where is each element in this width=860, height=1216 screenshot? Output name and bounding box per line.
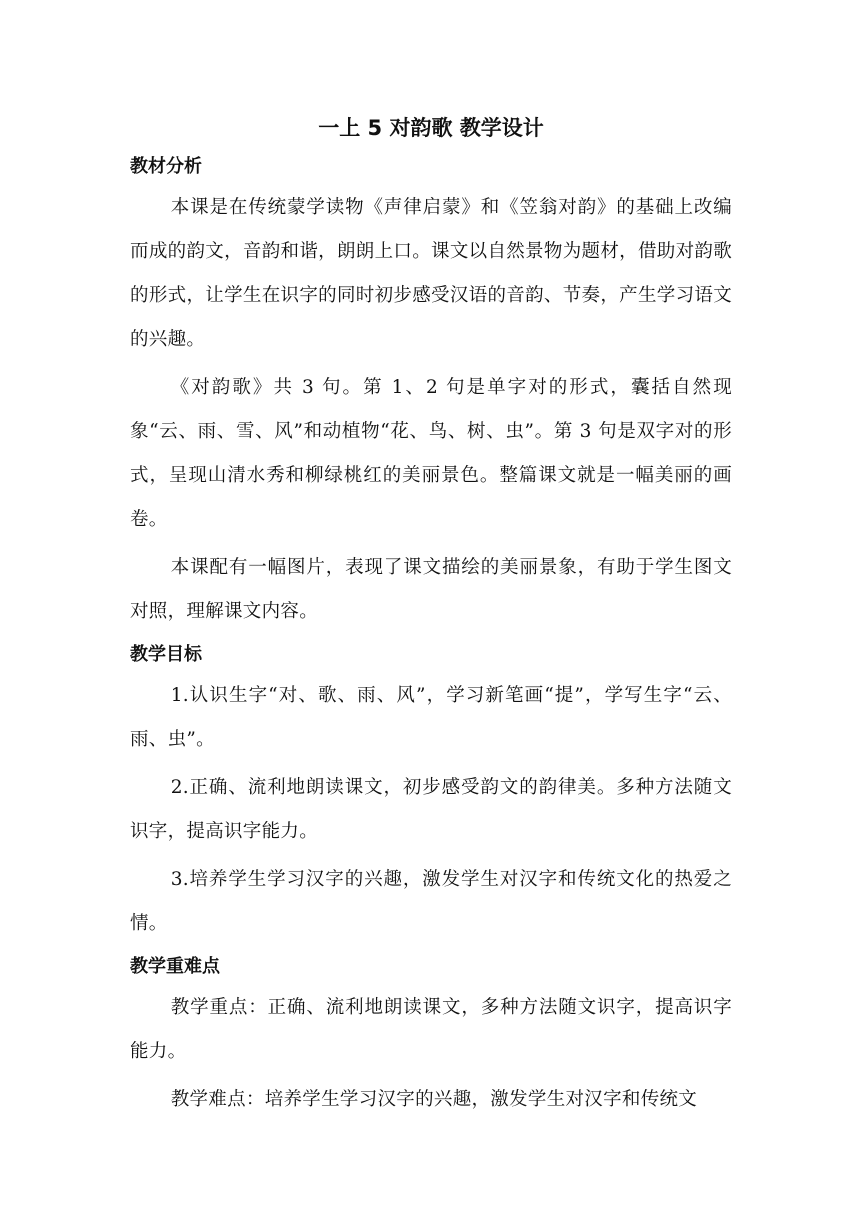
paragraph: 3.培养学生学习汉字的兴趣，激发学生对汉字和传统文化的热爱之情。 [130,869,732,934]
section-heading: 教学目标 [130,644,202,665]
paragraph: 教学重点：正确、流利地朗读课文，多种方法随文识字，提高识字能力。 [130,997,732,1062]
paragraph: 本课配有一幅图片，表现了课文描绘的美丽景象，有助于学生图文对照，理解课文内容。 [130,557,732,622]
paragraph: 教学难点：培养学生学习汉字的兴趣，激发学生对汉字和传统文 [170,1089,698,1110]
paragraph: 1.认识生字“对、歌、雨、风”，学习新笔画“提”，学写生字“云、雨、虫”。 [130,685,732,750]
section-heading: 教材分析 [130,156,202,177]
section-key-difficult-points [130,952,732,1122]
document-title: 一上 5 对韵歌 教学设计 [318,116,544,140]
section-heading: 教学重难点 [130,956,220,977]
paragraph: 《对韵歌》共 3 句。第 1、2 句是单字对的形式，囊括自然现象“云、雨、雪、风”和动植物“花、鸟、树、虫”。第 3 句是双字对的形式，呈现山清水秀和柳绿桃红的美丽景色。整篇课文就是一幅美丽的画卷。 [130,377,732,530]
section-textbook-analysis [130,152,732,634]
paragraph: 本课是在传统蒙学读物《声律启蒙》和《笠翁对韵》的基础上改编而成的韵文，音韵和谐，朗朗上口。课文以自然景物为题材，借助对韵歌的形式，让学生在识字的同时初步感受汉语的音韵、节奏，产生学习语文的兴趣。 [130,197,732,350]
section-teaching-goals [130,640,732,946]
paragraph: 2.正确、流利地朗读课文，初步感受韵文的韵律美。多种方法随文识字，提高识字能力。 [130,777,732,842]
